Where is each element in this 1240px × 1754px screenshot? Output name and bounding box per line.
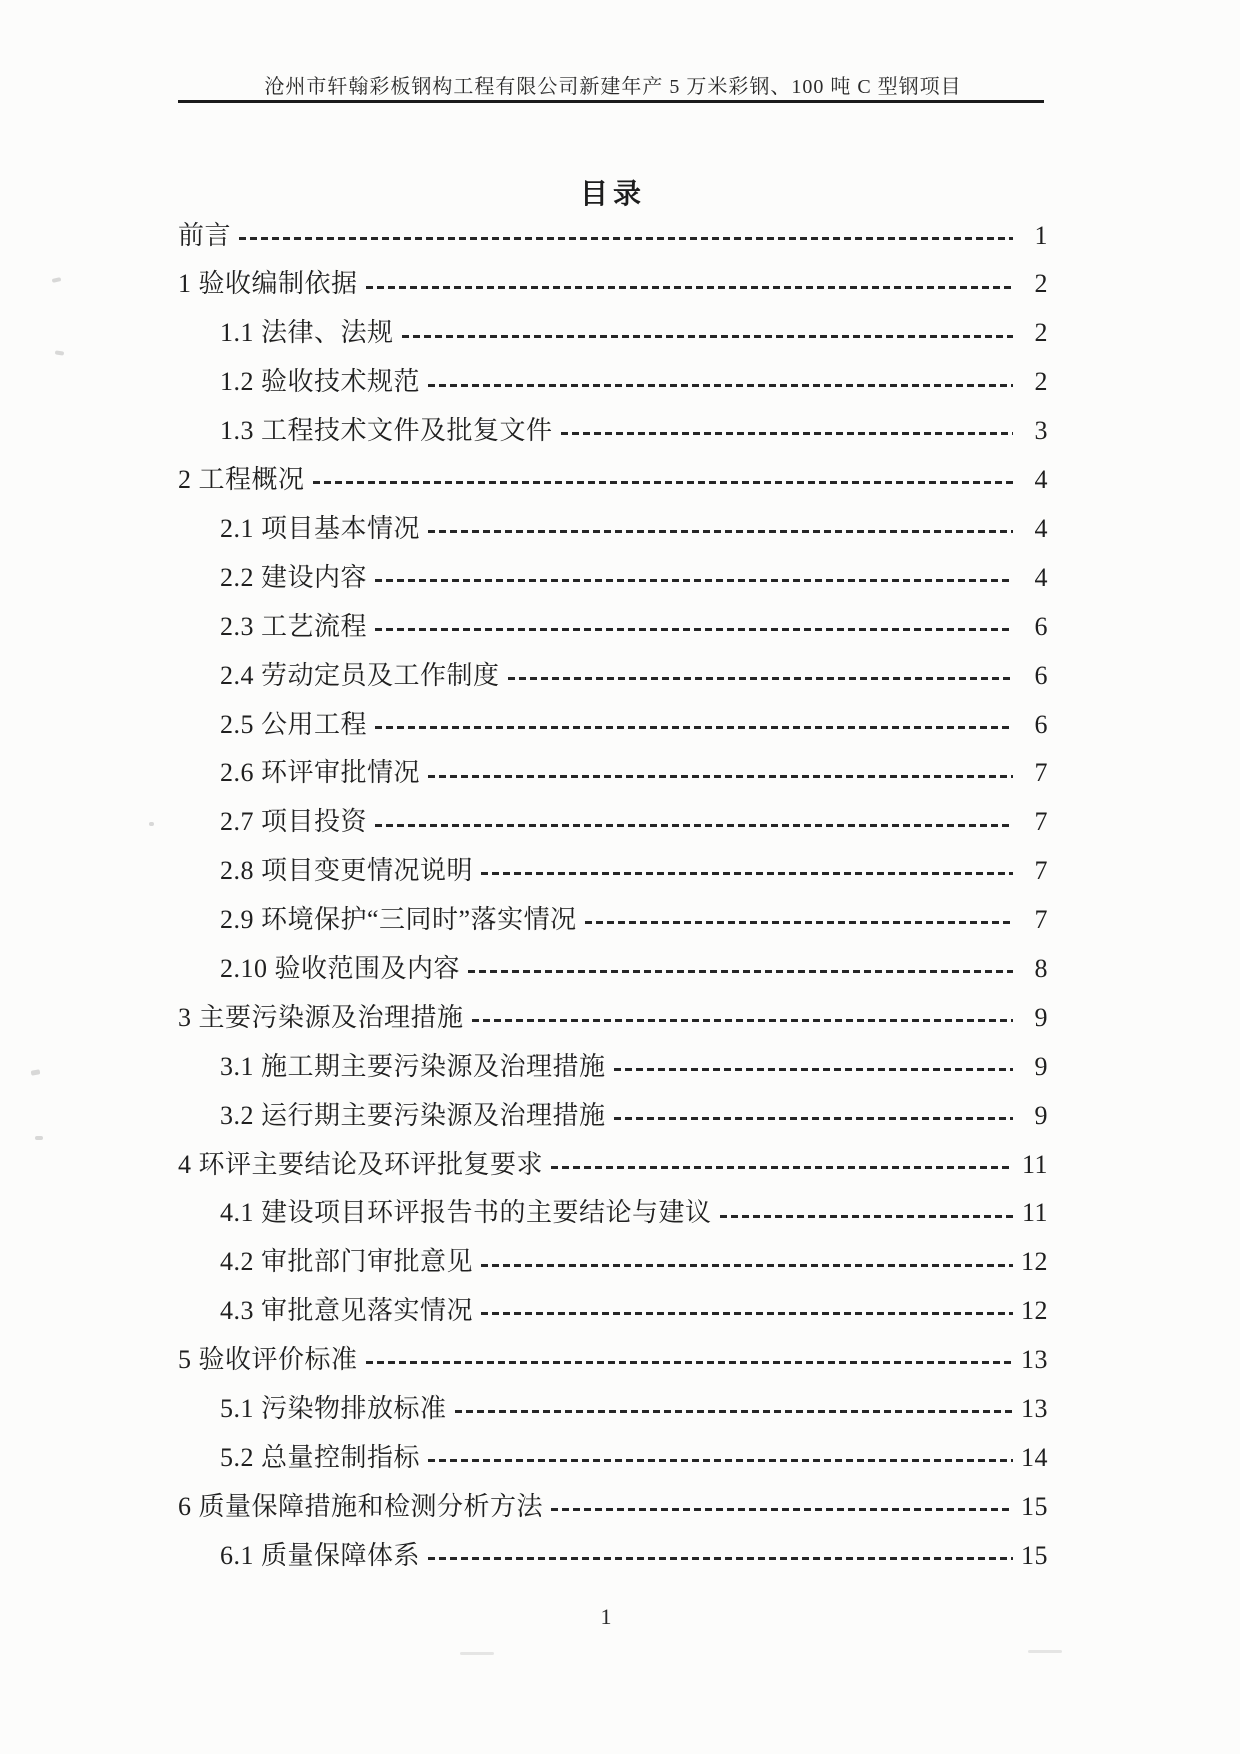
toc-entry-label: 3.2 运行期主要污染源及治理措施 (220, 1100, 606, 1130)
toc-entry-label: 6 质量保障措施和检测分析方法 (178, 1491, 544, 1521)
toc-entry-label: 2.9 环境保护“三同时”落实情况 (220, 905, 577, 935)
toc-dash-leader (720, 1215, 1013, 1218)
toc-dash-leader (481, 872, 1013, 875)
toc-title: 目录 (579, 179, 646, 210)
toc-entry-page-number: 8 (1034, 953, 1048, 983)
toc-entry-page-number: 11 (1021, 1149, 1048, 1179)
scan-artifact (460, 1652, 494, 1655)
toc-entry-page-number: 9 (1034, 1051, 1048, 1081)
toc-entry-page-number: 3 (1034, 416, 1048, 446)
toc-entry-label: 5 验收评价标准 (178, 1345, 358, 1375)
toc-dash-leader (508, 677, 1013, 680)
toc-dash-leader (614, 1068, 1013, 1071)
toc-entry-label: 3.1 施工期主要污染源及治理措施 (220, 1051, 606, 1081)
toc-entry-page-number: 11 (1021, 1198, 1048, 1228)
toc-entry-page-number: 13 (1021, 1345, 1048, 1375)
footer-page-number: 1 (600, 1604, 612, 1629)
scan-artifact (35, 1136, 43, 1140)
toc-entry-page-number: 9 (1034, 1100, 1048, 1130)
toc-entry-label: 2.6 环评审批情况 (220, 758, 421, 788)
scan-artifact (1028, 1650, 1062, 1653)
toc-dash-leader (366, 1361, 1013, 1364)
toc-entry-page-number: 9 (1034, 1002, 1048, 1032)
toc-entry-label: 6.1 质量保障体系 (220, 1540, 421, 1570)
toc-entry-page-number: 13 (1021, 1393, 1048, 1423)
toc-entry (178, 646, 1048, 695)
toc-dash-leader (428, 775, 1013, 778)
toc-entry-label: 2.4 劳动定员及工作制度 (220, 660, 500, 690)
toc-entry-label: 5.2 总量控制指标 (220, 1442, 421, 1472)
header-rule (178, 100, 1044, 103)
toc-entry (178, 499, 1048, 548)
toc-entry-page-number: 15 (1021, 1540, 1048, 1570)
toc-entry-label: 5.1 污染物排放标准 (220, 1393, 447, 1423)
toc-entry-label: 4.3 审批意见落实情况 (220, 1296, 474, 1326)
toc-dash-leader (481, 1312, 1013, 1315)
toc-dash-leader (375, 579, 1013, 582)
toc-entry (178, 353, 1048, 402)
toc-entry-label: 1.1 法律、法规 (220, 318, 394, 348)
toc-entry (178, 402, 1048, 451)
toc-dash-leader (428, 530, 1013, 533)
scan-artifact (149, 822, 154, 826)
scan-artifact (55, 350, 64, 355)
toc-dash-leader (472, 1019, 1013, 1022)
toc-entry (178, 988, 1048, 1037)
toc-entry-label: 2.1 项目基本情况 (220, 513, 421, 543)
toc-dash-leader (375, 726, 1013, 729)
toc-entry-label: 1.2 验收技术规范 (220, 367, 421, 397)
toc-entry (178, 842, 1048, 891)
toc-entry (178, 1037, 1048, 1086)
toc-entry-page-number: 6 (1034, 611, 1048, 641)
toc-entry (178, 1282, 1048, 1331)
toc-entry-page-number: 6 (1034, 660, 1048, 690)
toc-entry (178, 1184, 1048, 1233)
toc-entry (178, 744, 1048, 793)
toc-dash-leader (239, 237, 1013, 240)
toc-entry-page-number: 4 (1034, 465, 1048, 495)
toc-entry (178, 793, 1048, 842)
toc-entry-page-number: 12 (1021, 1247, 1048, 1277)
toc-entry-page-number: 4 (1034, 562, 1048, 592)
toc-dash-leader (428, 1557, 1013, 1560)
toc-entry (178, 1330, 1048, 1379)
toc-dash-leader (366, 286, 1013, 289)
scan-artifact (31, 1069, 41, 1075)
toc-entry-label: 2 工程概况 (178, 465, 305, 495)
toc-entry (178, 1526, 1048, 1575)
toc-entry (178, 1379, 1048, 1428)
page-header-title: 沧州市轩翰彩板钢构工程有限公司新建年产 5 万米彩钢、100 吨 C 型钢项目 (264, 76, 962, 98)
scan-artifact (52, 277, 62, 283)
toc-list (178, 206, 1048, 1575)
toc-entry-label: 前言 (178, 220, 232, 250)
toc-dash-leader (585, 921, 1013, 924)
toc-entry-page-number: 6 (1034, 709, 1048, 739)
toc-entry (178, 548, 1048, 597)
toc-entry (178, 939, 1048, 988)
toc-dash-leader (455, 1410, 1013, 1413)
toc-dash-leader (428, 384, 1013, 387)
toc-entry (178, 1086, 1048, 1135)
toc-dash-leader (402, 335, 1013, 338)
toc-dash-leader (468, 970, 1013, 973)
toc-entry-label: 2.2 建设内容 (220, 562, 368, 592)
toc-entry-label: 2.5 公用工程 (220, 709, 368, 739)
toc-entry (178, 695, 1048, 744)
toc-entry-page-number: 7 (1034, 807, 1048, 837)
toc-entry-label: 4.1 建设项目环评报告书的主要结论与建议 (220, 1198, 712, 1228)
toc-dash-leader (551, 1166, 1013, 1169)
toc-entry (178, 597, 1048, 646)
toc-entry-page-number: 7 (1034, 856, 1048, 886)
toc-entry-label: 4 环评主要结论及环评批复要求 (178, 1149, 544, 1179)
toc-entry-page-number: 14 (1021, 1442, 1048, 1472)
toc-entry (178, 890, 1048, 939)
toc-entry-label: 2.8 项目变更情况说明 (220, 856, 474, 886)
toc-entry (178, 450, 1048, 499)
toc-entry (178, 206, 1048, 255)
toc-entry-page-number: 2 (1034, 367, 1048, 397)
toc-entry-page-number: 1 (1034, 220, 1048, 250)
toc-entry (178, 1135, 1048, 1184)
toc-entry (178, 255, 1048, 304)
toc-entry-page-number: 2 (1034, 269, 1048, 299)
toc-entry (178, 1428, 1048, 1477)
toc-entry-label: 3 主要污染源及治理措施 (178, 1002, 464, 1032)
toc-entry-label: 2.7 项目投资 (220, 807, 368, 837)
toc-entry-label: 4.2 审批部门审批意见 (220, 1247, 474, 1277)
toc-dash-leader (614, 1117, 1013, 1120)
toc-dash-leader (375, 824, 1013, 827)
toc-entry-page-number: 12 (1021, 1296, 1048, 1326)
toc-entry-page-number: 15 (1021, 1491, 1048, 1521)
toc-entry-label: 2.10 验收范围及内容 (220, 953, 461, 983)
toc-dash-leader (375, 628, 1013, 631)
toc-entry-page-number: 4 (1034, 513, 1048, 543)
toc-entry-label: 2.3 工艺流程 (220, 611, 368, 641)
toc-dash-leader (551, 1508, 1013, 1511)
toc-entry (178, 304, 1048, 353)
toc-entry (178, 1233, 1048, 1282)
toc-entry (178, 1477, 1048, 1526)
toc-entry-label: 1.3 工程技术文件及批复文件 (220, 416, 553, 446)
toc-dash-leader (481, 1264, 1013, 1267)
toc-entry-page-number: 7 (1034, 758, 1048, 788)
toc-dash-leader (428, 1459, 1013, 1462)
toc-entry-page-number: 7 (1034, 905, 1048, 935)
toc-entry-label: 1 验收编制依据 (178, 269, 358, 299)
toc-dash-leader (313, 481, 1013, 484)
toc-entry-page-number: 2 (1034, 318, 1048, 348)
toc-dash-leader (561, 432, 1013, 435)
